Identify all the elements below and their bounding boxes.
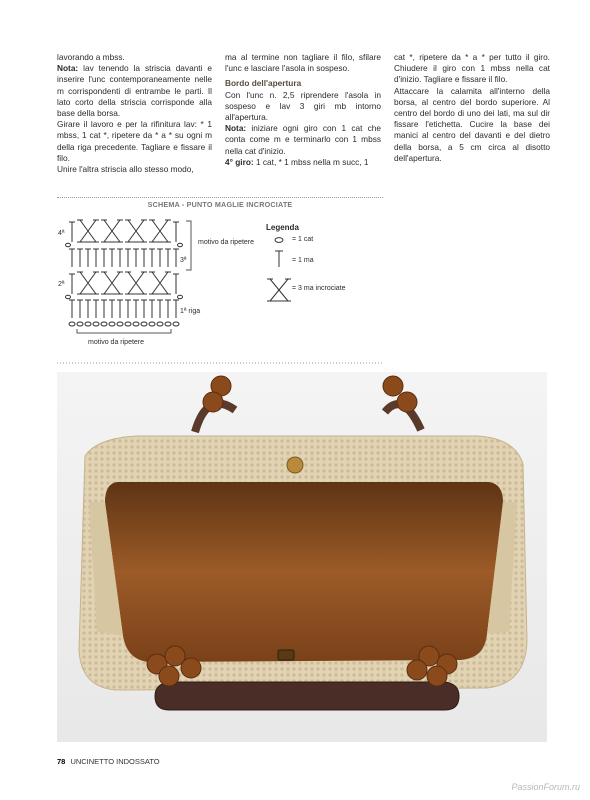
section-heading: Bordo dell'apertura: [225, 78, 302, 89]
legend-title: Legenda: [266, 223, 299, 232]
bag-photo: [57, 372, 547, 742]
note-text: lav tenendo la striscia davanti e inserire l'unc contemporaneamente nelle m corrispondenti di entrambe le parti. Il lato corto della striscia corrisponde alla base della borsa.: [57, 63, 212, 119]
row-label-4: 4ª: [58, 230, 65, 237]
paragraph: Attaccare la calamita all'interno della borsa, al centro del bordo superiore. Al centro del bordo di uno dei lati, ma sul dir fissare l'etichetta. Cucire la base dei manici al centro del davanti e del dietro della borsa, a 5 cm circa al disotto dell'apertura.: [394, 85, 550, 163]
paragraph: Girare il lavoro e per la rifinitura lav: * 1 mbss, 1 cat *, ripetere da * a * su ogni m della riga precedente. Tagliare e fissare il filo.: [57, 119, 212, 163]
row-label-2: 2ª: [58, 281, 65, 288]
stitch-diagram: [0, 0, 590, 372]
chain-row: [69, 322, 179, 326]
row-label-3: 3ª: [180, 257, 187, 264]
round-text: 1 cat, * 1 mbss nella m succ, 1: [253, 156, 369, 167]
motif-label-bottom: motivo da ripetere: [88, 339, 145, 346]
paragraph: Con l'unc n. 2,5 riprendere l'asola in sospeso e lav 3 giri mb intorno all'apertura.: [225, 89, 381, 123]
legend-crossed-label: = 3 ma incrociate: [292, 285, 346, 292]
mb-icon: [275, 251, 283, 267]
note-label: Nota:: [57, 63, 79, 74]
page-number: 78: [57, 757, 66, 766]
schema-title: SCHEMA - PUNTO MAGLIE INCROCIATE: [147, 200, 293, 209]
crossed-icon: [267, 279, 291, 301]
paragraph: ma al termine non tagliare il filo, sfilare l'unc e lasciare l'asola in sospeso.: [225, 52, 381, 74]
row-label-1: 1ª riga: [180, 308, 201, 315]
paragraph: cat *, ripetere da * a * per tutto il giro. Chiudere il giro con 1 mbss nella cat d'inizio. Tagliare e fissare il filo.: [394, 52, 550, 85]
legend-symbols: [267, 238, 291, 301]
magazine-name: UNCINETTO INDOSSATO: [70, 757, 160, 766]
chain-icon: [275, 238, 283, 243]
page-footer: [57, 757, 160, 766]
mb-stitch-row: [69, 300, 179, 318]
note-label: Nota:: [225, 123, 247, 134]
motif-label-right: motivo da ripetere: [198, 239, 255, 246]
legend-mb-label: = 1 ma: [292, 257, 314, 264]
paragraph: lavorando a mbss.: [57, 52, 125, 62]
round-label: 4° giro:: [225, 156, 254, 167]
watermark: PassionForum.ru: [511, 782, 580, 792]
crossed-stitch-icon: [77, 272, 171, 294]
bag-illustration: [57, 372, 547, 742]
mb-stitch-row: [69, 249, 179, 267]
paragraph: Unire l'altra striscia allo stesso modo,: [57, 164, 194, 175]
legend-chain-label: = 1 cat: [292, 236, 314, 243]
note-text: iniziare ogni giro con 1 cat che conta come m e terminarlo con 1 mbss nella cat d'inizio.: [225, 123, 381, 156]
crossed-stitch-icon: [77, 220, 171, 242]
